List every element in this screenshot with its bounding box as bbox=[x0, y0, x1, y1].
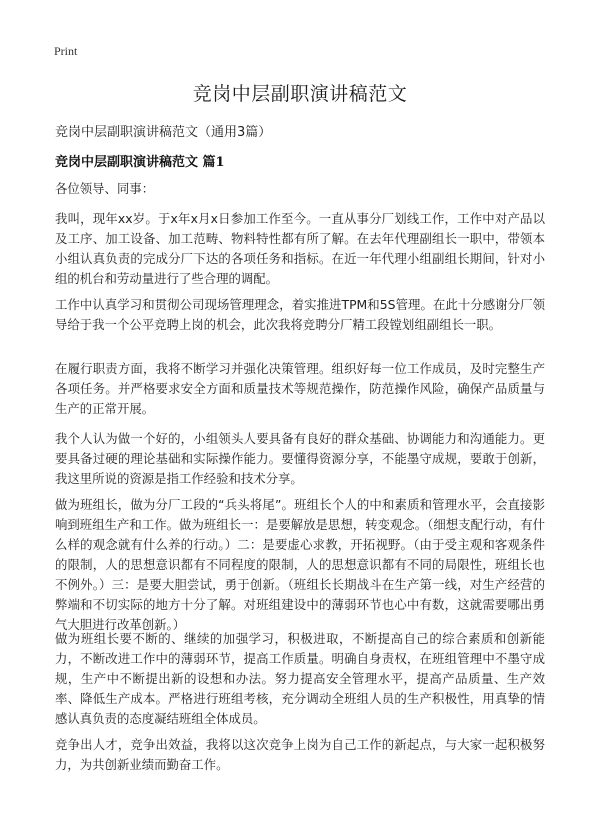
paragraph-greeting: 各位领导、同事： bbox=[55, 181, 155, 196]
paragraph: 工作中认真学习和贯彻公司现场管理理念，着实推进TPM和5S管理。在此十分感谢分厂领导给于我一个公平竞聘上岗的机会，此次我将竞聘分厂精工段镗划组副组长一职。 bbox=[55, 297, 545, 332]
paragraph: 我叫，现年xx岁。于x年x月x日参加工作至今。一直从事分厂划线工作，工作中对产品以及工序、加工设备、加工范畴、物料特性都有所了解。在去年代理副组长一职中，带领本小组认真负责的完成分厂下达的各项任务和指标。在近一年代理小组副组长期间，针对小组的机台和劳动量进行了些合理的调配。 bbox=[55, 211, 545, 286]
paragraph: 在履行职责方面，我将不断学习并强化决策管理。组织好每一位工作成员，及时完整生产各项任务。并严格要求安全方面和质量技术等规范操作，防范操作风险，确保产品质量与生产的正常开展。 bbox=[55, 361, 545, 416]
print-label[interactable]: Print bbox=[54, 44, 78, 58]
paragraph: 做为班组长，做为分厂工段的“兵头将尾”。班组长个人的中和素质和管理水平，会直接影响到班组生产和工作。做为班组长一：是要解放是思想，转变观念。（细想支配行动，有什么样的观念就有什么养的行动。）二：是要虚心求教，开拓视野。（由于受主观和客观条件的限制，人的思想意识都有不同程度的限制，人的思想意识都有不同的局限性，班组长也不例外。）三：是要大胆尝试，勇于创新。（班组长长期战斗在生产第一线，对生产经营的弊端和不切实际的地方十分了解。对班组建设中的薄弱环节也心中有数，这就需要哪出勇气大胆进行改革创新。） bbox=[55, 497, 545, 632]
document-title: 竞岗中层副职演讲稿范文 bbox=[192, 83, 408, 105]
document-subtitle: 竞岗中层副职演讲稿范文（通用3篇） bbox=[55, 125, 272, 140]
paragraph-closing: 竞争出人才，竞争出效益，我将以这次竞争上岗为自己工作的新起点，与大家一起积极努力，为共创新业绩而勤奋工作。 bbox=[55, 737, 545, 772]
section-heading: 竞岗中层副职演讲稿范文 篇1 bbox=[55, 155, 225, 170]
paragraph: 做为班组长要不断的、继续的加强学习，积极进取，不断提高自己的综合素质和创新能力，不断改进工作中的薄弱环节，提高工作质量。明确自身责权，在班组管理中不墨守成规，生产中不断提出新的设想和办法。努力提高安全管理水平，提高产品质量、生产效率、降低生产成本。严格进行班组考核，充分调动全班组人员的生产积极性，用真挚的情感认真负责的态度凝结班组全体成员。 bbox=[55, 631, 545, 726]
paragraph: 我个人认为做一个好的，小组领头人要具备有良好的群众基础、协调能力和沟通能力。更要具备过硬的理论基础和实际操作能力。要懂得资源分享，不能墨守成规，要敢于创新，我这里所说的资源是指工作经验和技术分享。 bbox=[55, 431, 545, 486]
